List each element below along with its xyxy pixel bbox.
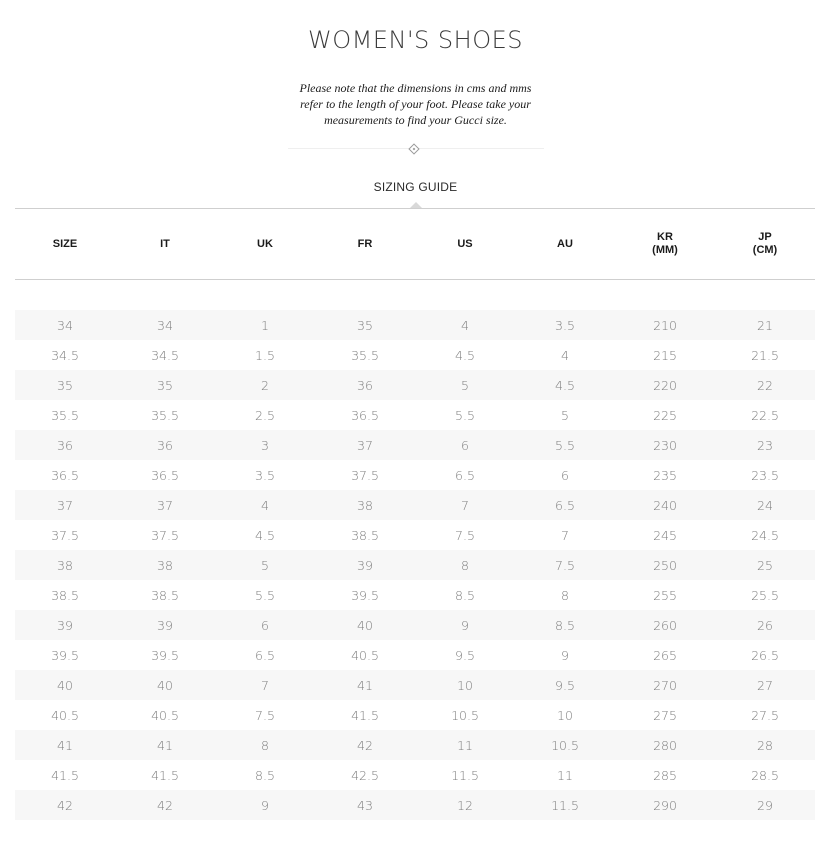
cell-fr: 41.5 [351, 707, 379, 723]
cell-jp-cm: 24 [757, 497, 773, 513]
cell-uk: 7.5 [255, 707, 275, 723]
cell-uk: 6 [261, 617, 269, 633]
column-header-kr-mm: KR (MM) [652, 231, 678, 256]
cell-size: 39 [57, 617, 73, 633]
cell-size: 41.5 [51, 767, 79, 783]
cell-jp-cm: 22.5 [751, 407, 779, 423]
cell-kr-mm: 280 [653, 737, 677, 753]
cell-it: 37 [157, 497, 173, 513]
column-header-us: US [457, 237, 473, 250]
cell-kr-mm: 215 [653, 347, 677, 363]
cell-uk: 1 [261, 317, 269, 333]
cell-fr: 37.5 [351, 467, 379, 483]
cell-it: 39.5 [151, 647, 179, 663]
cell-kr-mm: 240 [653, 497, 677, 513]
cell-jp-cm: 21.5 [751, 347, 779, 363]
cell-jp-cm: 25.5 [751, 587, 779, 603]
cell-size: 38 [57, 557, 73, 573]
table-row [15, 490, 815, 520]
tab-sizing-guide[interactable]: SIZING GUIDE [373, 180, 458, 194]
cell-jp-cm: 22 [757, 377, 773, 393]
cell-it: 38 [157, 557, 173, 573]
column-header-jp-cm: JP (CM) [752, 231, 778, 256]
cell-us: 10 [457, 677, 473, 693]
table-row [15, 640, 815, 670]
cell-kr-mm: 245 [653, 527, 677, 543]
table-row [15, 520, 815, 550]
cell-uk: 5.5 [255, 587, 275, 603]
cell-kr-mm: 285 [653, 767, 677, 783]
size-table-body [15, 310, 815, 820]
cell-jp-cm: 26.5 [751, 647, 779, 663]
cell-uk: 3.5 [255, 467, 275, 483]
cell-au: 8 [561, 587, 569, 603]
cell-size: 34 [57, 317, 73, 333]
table-row [15, 310, 815, 340]
cell-uk: 1.5 [255, 347, 275, 363]
cell-fr: 38.5 [351, 527, 379, 543]
cell-kr-mm: 255 [653, 587, 677, 603]
column-header-fr: FR [357, 237, 373, 250]
cell-size: 41 [57, 737, 73, 753]
table-row [15, 670, 815, 700]
cell-it: 37.5 [151, 527, 179, 543]
cell-au: 5 [561, 407, 569, 423]
cell-fr: 40.5 [351, 647, 379, 663]
column-header-size: SIZE [52, 237, 78, 250]
cell-jp-cm: 28.5 [751, 767, 779, 783]
caret-up-icon [410, 202, 422, 208]
cell-uk: 4 [261, 497, 269, 513]
cell-it: 41 [157, 737, 173, 753]
cell-it: 42 [157, 797, 173, 813]
cell-kr-mm: 260 [653, 617, 677, 633]
cell-size: 35.5 [51, 407, 79, 423]
cell-uk: 8.5 [255, 767, 275, 783]
cell-size: 40 [57, 677, 73, 693]
cell-kr-mm: 220 [653, 377, 677, 393]
table-row [15, 460, 815, 490]
cell-us: 4 [461, 317, 469, 333]
cell-us: 8.5 [455, 587, 475, 603]
cell-fr: 37 [357, 437, 373, 453]
cell-size: 35 [57, 377, 73, 393]
cell-uk: 4.5 [255, 527, 275, 543]
cell-fr: 39 [357, 557, 373, 573]
cell-us: 5 [461, 377, 469, 393]
cell-it: 36.5 [151, 467, 179, 483]
cell-jp-cm: 27.5 [751, 707, 779, 723]
cell-size: 36 [57, 437, 73, 453]
cell-jp-cm: 23 [757, 437, 773, 453]
cell-au: 10 [557, 707, 573, 723]
cell-it: 35 [157, 377, 173, 393]
cell-au: 4 [561, 347, 569, 363]
cell-us: 4.5 [455, 347, 475, 363]
table-row [15, 700, 815, 730]
cell-au: 11 [557, 767, 573, 783]
cell-fr: 35.5 [351, 347, 379, 363]
cell-us: 6.5 [455, 467, 475, 483]
cell-size: 38.5 [51, 587, 79, 603]
cell-uk: 7 [261, 677, 269, 693]
column-header-au: AU [557, 237, 573, 250]
column-header-it: IT [160, 237, 170, 250]
cell-kr-mm: 225 [653, 407, 677, 423]
cell-us: 9 [461, 617, 469, 633]
cell-uk: 6.5 [255, 647, 275, 663]
table-row [15, 430, 815, 460]
cell-fr: 40 [357, 617, 373, 633]
cell-kr-mm: 235 [653, 467, 677, 483]
table-row [15, 550, 815, 580]
measurement-note: Please note that the dimensions in cms and mms refer to the length of your foot. Please take your measurements to find your Gucci size. [299, 81, 532, 127]
cell-jp-cm: 25 [757, 557, 773, 573]
cell-it: 36 [157, 437, 173, 453]
cell-uk: 2.5 [255, 407, 275, 423]
cell-jp-cm: 29 [757, 797, 773, 813]
cell-au: 6 [561, 467, 569, 483]
cell-au: 7 [561, 527, 569, 543]
cell-size: 40.5 [51, 707, 79, 723]
cell-us: 8 [461, 557, 469, 573]
cell-it: 39 [157, 617, 173, 633]
cell-kr-mm: 230 [653, 437, 677, 453]
cell-size: 37 [57, 497, 73, 513]
cell-us: 6 [461, 437, 469, 453]
table-row [15, 730, 815, 760]
cell-au: 9 [561, 647, 569, 663]
cell-jp-cm: 24.5 [751, 527, 779, 543]
cell-us: 9.5 [455, 647, 475, 663]
cell-fr: 42 [357, 737, 373, 753]
cell-size: 42 [57, 797, 73, 813]
cell-jp-cm: 27 [757, 677, 773, 693]
cell-fr: 41 [357, 677, 373, 693]
table-row [15, 610, 815, 640]
table-row [15, 370, 815, 400]
cell-kr-mm: 290 [653, 797, 677, 813]
cell-jp-cm: 28 [757, 737, 773, 753]
column-header-uk: UK [257, 237, 273, 250]
cell-jp-cm: 26 [757, 617, 773, 633]
cell-uk: 5 [261, 557, 269, 573]
cell-au: 11.5 [551, 797, 579, 813]
cell-us: 10.5 [451, 707, 479, 723]
cell-kr-mm: 265 [653, 647, 677, 663]
table-row [15, 580, 815, 610]
cell-fr: 36.5 [351, 407, 379, 423]
cell-us: 7 [461, 497, 469, 513]
cell-it: 38.5 [151, 587, 179, 603]
cell-us: 7.5 [455, 527, 475, 543]
cell-kr-mm: 210 [653, 317, 677, 333]
cell-jp-cm: 23.5 [751, 467, 779, 483]
cell-uk: 2 [261, 377, 269, 393]
cell-size: 37.5 [51, 527, 79, 543]
cell-it: 34 [157, 317, 173, 333]
cell-au: 10.5 [551, 737, 579, 753]
cell-it: 40 [157, 677, 173, 693]
cell-kr-mm: 270 [653, 677, 677, 693]
cell-it: 40.5 [151, 707, 179, 723]
cell-uk: 3 [261, 437, 269, 453]
cell-fr: 38 [357, 497, 373, 513]
cell-kr-mm: 275 [653, 707, 677, 723]
cell-au: 8.5 [555, 617, 575, 633]
table-row [15, 790, 815, 820]
cell-uk: 9 [261, 797, 269, 813]
cell-fr: 35 [357, 317, 373, 333]
cell-fr: 42.5 [351, 767, 379, 783]
cell-us: 11 [457, 737, 473, 753]
cell-jp-cm: 21 [757, 317, 773, 333]
cell-uk: 8 [261, 737, 269, 753]
cell-us: 5.5 [455, 407, 475, 423]
cell-fr: 36 [357, 377, 373, 393]
cell-size: 36.5 [51, 467, 79, 483]
table-row [15, 340, 815, 370]
cell-au: 9.5 [555, 677, 575, 693]
cell-au: 5.5 [555, 437, 575, 453]
cell-us: 11.5 [451, 767, 479, 783]
cell-kr-mm: 250 [653, 557, 677, 573]
table-row [15, 760, 815, 790]
cell-it: 41.5 [151, 767, 179, 783]
cell-size: 34.5 [51, 347, 79, 363]
cell-au: 6.5 [555, 497, 575, 513]
cell-us: 12 [457, 797, 473, 813]
diamond-ornament-icon [408, 143, 419, 154]
size-table-header [15, 209, 815, 280]
cell-au: 3.5 [555, 317, 575, 333]
cell-au: 4.5 [555, 377, 575, 393]
cell-fr: 39.5 [351, 587, 379, 603]
cell-au: 7.5 [555, 557, 575, 573]
cell-size: 39.5 [51, 647, 79, 663]
table-row [15, 400, 815, 430]
cell-it: 34.5 [151, 347, 179, 363]
cell-fr: 43 [357, 797, 373, 813]
page-title: WOMEN'S SHOES [308, 26, 523, 54]
cell-it: 35.5 [151, 407, 179, 423]
